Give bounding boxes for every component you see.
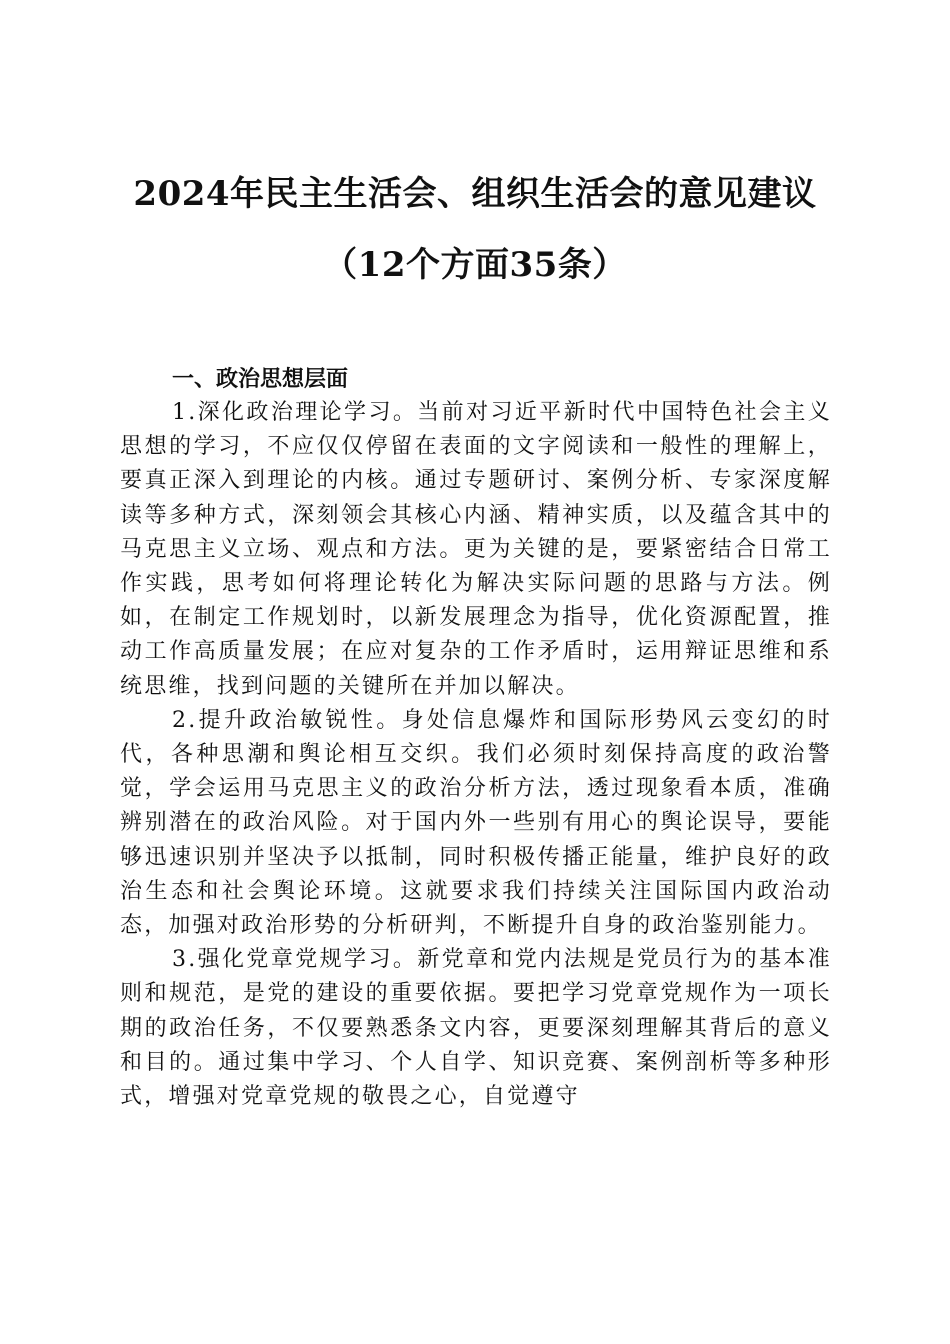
- paragraph-1: 1.深化政治理论学习。当前对习近平新时代中国特色社会主义思想的学习，不应仅仅停留在表面的文字阅读和一般性的理解上，要真正深入到理论的内核。通过专题研讨、案例分析、专家深度解读等多种方式，深刻领会其核心内涵、精神实质，以及蕴含其中的马克思主义立场、观点和方法。更为关键的是，要紧密结合日常工作实践，思考如何将理论转化为解决实际问题的思路与方法。例如，在制定工作规划时，以新发展理念为指导，优化资源配置，推动工作高质量发展；在应对复杂的工作矛盾时，运用辩证思维和系统思维，找到问题的关键所在并加以解决。: [120, 400, 832, 699]
- document-title: 2024年民主生活会、组织生活会的意见建议: [133, 174, 817, 214]
- paragraph-2: 2.提升政治敏锐性。身处信息爆炸和国际形势风云变幻的时代，各种思潮和舆论相互交织。我们必须时刻保持高度的政治警觉，学会运用马克思主义的政治分析方法，透过现象看本质，准确辨别潜在的政治风险。对于国内外一些别有用心的舆论误导，要能够迅速识别并坚决予以抵制，同时积极传播正能量，维护良好的政治生态和社会舆论环境。这就要求我们持续关注国际国内政治动态，加强对政治形势的分析研判，不断提升自身的政治鉴别能力。: [120, 707, 832, 939]
- paragraph-3: 3.强化党章党规学习。新党章和党内法规是党员行为的基本准则和规范，是党的建设的重要依据。要把学习党章党规作为一项长期的政治任务，不仅要熟悉条文内容，更要深刻理解其背后的意义和目的。通过集中学习、个人自学、知识竞赛、案例剖析等多种形式，增强对党章党规的敬畏之心，自觉遵守: [120, 947, 832, 1110]
- section-heading: 一、政治思想层面: [172, 367, 349, 392]
- document-body: [120, 396, 832, 1114]
- document-subtitle: （12个方面35条）: [323, 245, 627, 285]
